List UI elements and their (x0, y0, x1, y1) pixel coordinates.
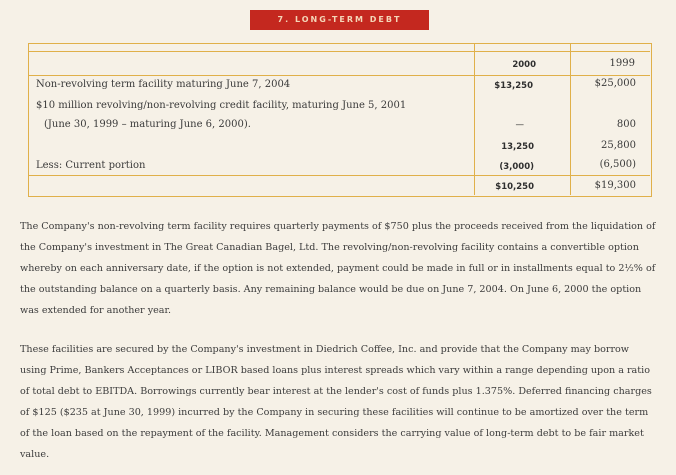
row-value-2000: — (515, 120, 524, 130)
column-header-1999: 1999 (609, 58, 635, 69)
row-label: $10 million revolving/non-revolving credit facility, maturing June 5, 2001 (36, 100, 407, 111)
paragraph-2 (20, 339, 656, 465)
section-title: 7. LONG-TERM DEBT (250, 10, 429, 30)
row-value-1999: (6,500) (599, 159, 636, 170)
row-value-1999: 800 (616, 119, 636, 130)
paragraph-text: These facilities are secured by the Company's investment in Diedrich Coffee, Inc. and provide that the Company may borrow using Prime, Bankers Acceptances or LIBOR based loans plus interest spreads which vary within a range depending upon a ratio of total debt to EBITDA. Borrowings currently bear interest at the lender's cost of funds plus 1.375%. Deferred financing charges of $125 ($235 at June 30, 1999) incurred by the Company in securing these facilities will continue to be amortized over the term of the loan based on the repayment of the facility. Management considers the carrying value of long-term debt to be fair market value. (20, 344, 652, 460)
subtotal-value-2000: 13,250 (501, 142, 534, 152)
table-rule (28, 75, 650, 76)
total-value-2000: $10,250 (495, 182, 534, 192)
paragraph-text: The Company's non-revolving term facility requires quarterly payments of $750 plus the proceeds received from the liquidation of the Company's investment in The Great Canadian Bagel, Ltd. The revolving/non-revolving facility contains a convertible option whereby on each anniversary date, if the option is not extended, payment could be made in full or in installments equal to 2½% of the outstanding balance on a quarterly basis. Any remaining balance would be due on June 7, 2004. On June 6, 2000 the option was extended for another year. (20, 221, 656, 316)
table-rule (28, 175, 650, 176)
row-value-2000: $13,250 (494, 81, 533, 91)
subtotal-value-1999: 25,800 (601, 140, 636, 151)
paragraph-1 (20, 216, 656, 321)
table-column-divider (474, 43, 475, 195)
column-header-2000: 2000 (512, 60, 536, 70)
row-value-1999: $25,000 (594, 78, 636, 89)
row-label: Less: Current portion (36, 160, 146, 171)
row-label: Non-revolving term facility maturing June 7, 2004 (36, 79, 291, 90)
row-label: (June 30, 1999 – maturing June 6, 2000). (44, 119, 251, 130)
total-value-1999: $19,300 (594, 180, 636, 191)
table-rule (28, 51, 650, 52)
table-column-divider (570, 43, 571, 195)
row-value-2000: (3,000) (499, 162, 534, 172)
